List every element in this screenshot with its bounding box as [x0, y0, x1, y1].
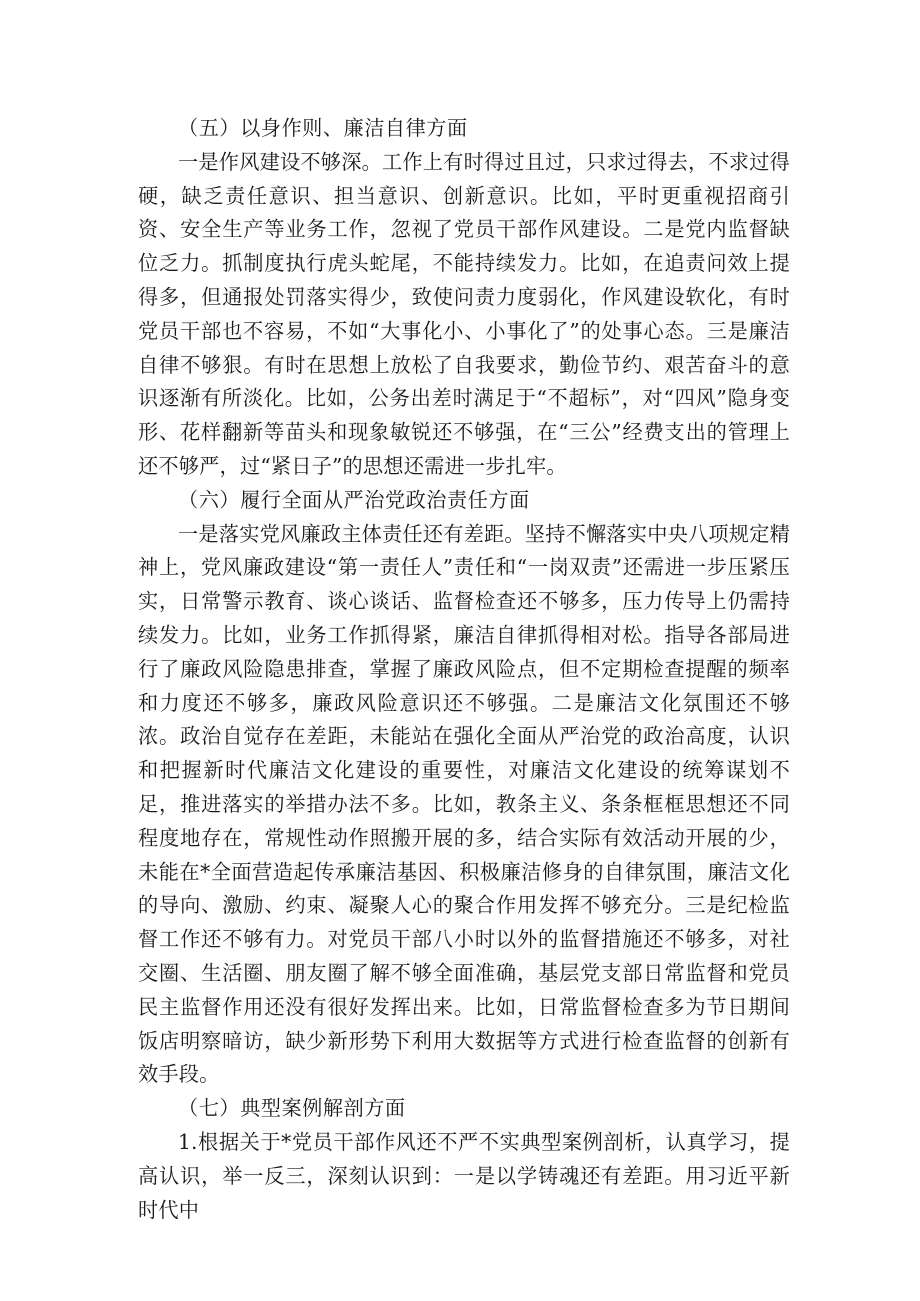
- section-heading-7: （七）典型案例解剖方面: [178, 1096, 406, 1121]
- document-page: [138, 112, 790, 1227]
- section-paragraph-7: 1.根据关于*党员干部作风还不严不实典型案例剖析，认真学习，提高认识，举一反三，深刻认识到：一是以学铸魂还有差距。用习近平新时代中: [138, 1129, 790, 1222]
- section-paragraph-5: 一是作风建设不够深。工作上有时得过且过，只求过得去，不求过得硬，缺乏责任意识、担当意识、创新意识。比如，平时更重视招商引资、安全生产等业务工作，忽视了党员干部作风建设。二是党内监督缺位乏力。抓制度执行虎头蛇尾，不能持续发力。比如，在追责问效上提得多，但通报处罚落实得少，致使问责力度弱化，作风建设软化，有时党员干部也不容易，不如“大事化小、小事化了”的处事心态。三是廉洁自律不够狠。有时在思想上放松了自我要求，勤俭节约、艰苦奋斗的意识逐渐有所淡化。比如，公务出差时满足于“不超标”，对“四风”隐身变形、花样翻新等苗头和现象敏锐还不够强，在“三公”经费支出的管理上还不够严，过“紧日子”的思想还需进一步扎牢。: [138, 149, 790, 478]
- section-heading-5: （五）以身作则、廉洁自律方面: [178, 116, 468, 140]
- section-paragraph-6: 一是落实党风廉政主体责任还有差距。坚持不懈落实中央八项规定精神上，党风廉政建设“第一责任人”责任和“一岗双责”还需进一步压紧压实，日常警示教育、谈心谈话、监督检查还不够多，压力传导上仍需持续发力。比如，业务工作抓得紧，廉洁自律抓得相对松。指导各部局进行了廉政风险隐患排查，掌握了廉政风险点，但不定期检查提醒的频率和力度还不够多，廉政风险意识还不够强。二是廉洁文化氛围还不够浓。政治自觉存在差距，未能站在强化全面从严治党的政治高度，认识和把握新时代廉洁文化建设的重要性，对廉洁文化建设的统筹谋划不足，推进落实的举措办法不多。比如，教条主义、条条框框思想还不同程度地存在，常规性动作照搬开展的多，结合实际有效活动开展的少，未能在*全面营造起传承廉洁基因、积极廉洁修身的自律氛围，廉洁文化的导向、激励、约束、凝聚人心的聚合作用发挥不够充分。三是纪检监督工作还不够有力。对党员干部八小时以外的监督措施还不够多，对社交圈、生活圈、朋友圈了解不够全面准确，基层党支部日常监督和党员民主监督作用还没有很好发挥出来。比如，日常监督检查多为节日期间饭店明察暗访，缺少新形势下利用大数据等方式进行检查监督的创新有效手段。: [138, 521, 790, 1087]
- section-heading-6: （六）履行全面从严治党政治责任方面: [178, 487, 530, 512]
